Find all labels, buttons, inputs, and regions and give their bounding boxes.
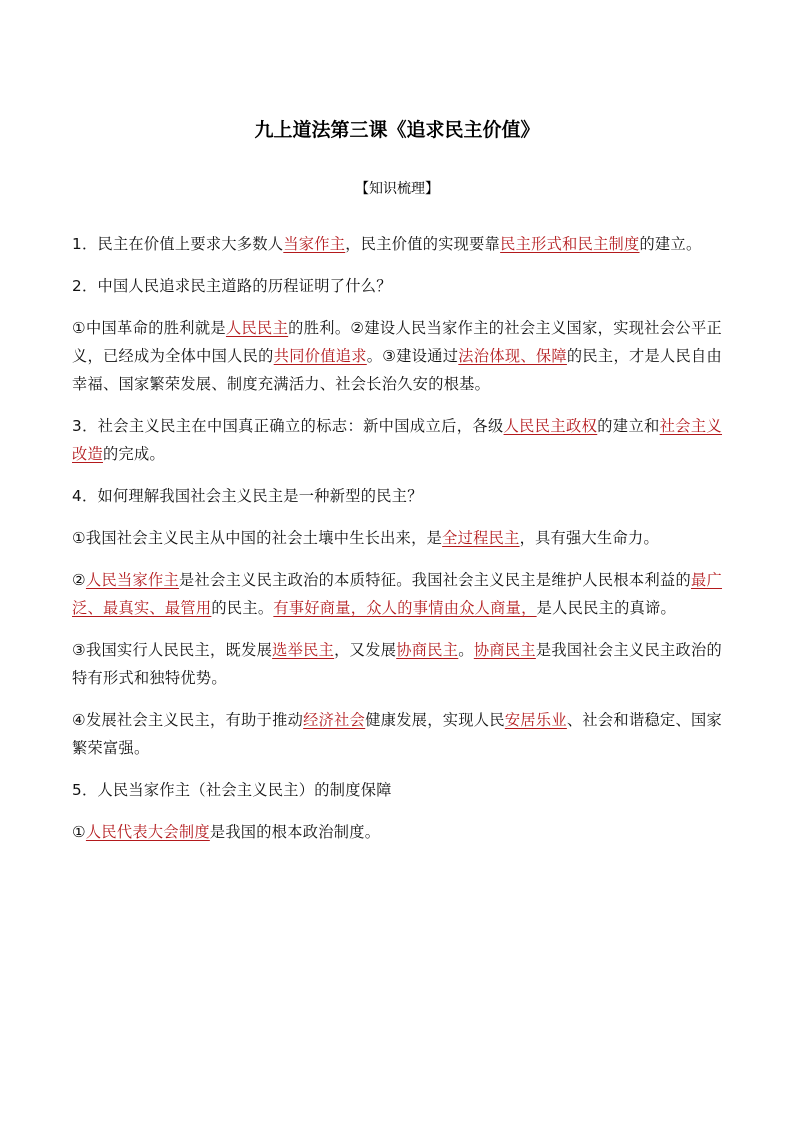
key-term: 社会主义改造 <box>72 417 723 463</box>
key-term: 最广泛、最真实、最管用 <box>72 571 723 617</box>
text-segment: 1．民主在价值上要求大多数人 <box>72 235 284 253</box>
text-segment: ④发展社会主义民主，有助于推动 <box>72 711 304 729</box>
key-term: 协商民主 <box>396 641 459 659</box>
key-term: 安居乐业 <box>504 711 567 729</box>
paragraph <box>72 566 722 622</box>
text-segment: 健康发展，实现人民 <box>365 711 505 729</box>
key-term: 全过程民主 <box>442 529 520 547</box>
text-segment: 5．人民当家作主（社会主义民主）的制度保障 <box>72 781 392 799</box>
text-segment: 的民主。 <box>211 599 274 617</box>
document-body <box>72 230 722 860</box>
key-term: 选举民主 <box>272 641 335 659</box>
text-segment: 的建立。 <box>639 235 702 253</box>
text-segment: 4．如何理解我国社会主义民主是一种新型的民主？ <box>72 487 423 505</box>
text-segment: ①我国社会主义民主从中国的社会土壤中生长出来，是 <box>72 529 443 547</box>
key-term: 共同价值追求 <box>273 347 367 365</box>
key-term: 人民当家作主 <box>85 571 180 589</box>
key-term: 人民民主 <box>225 319 289 337</box>
key-term: 协商民主 <box>473 641 536 659</box>
text-segment: 的建立和 <box>597 417 660 435</box>
text-segment: 是人民民主的真谛。 <box>536 599 677 617</box>
key-term: 经济社会 <box>303 711 366 729</box>
text-segment: 3．社会主义民主在中国真正确立的标志：新中国成立后，各级 <box>72 417 504 435</box>
paragraph <box>72 314 722 398</box>
text-segment: ，具有强大生命力。 <box>519 529 659 547</box>
section-heading: 【知识梳理】 <box>355 181 439 197</box>
paragraph <box>72 482 722 510</box>
text-segment: 2．中国人民追求民主道路的历程证明了什么？ <box>72 277 392 295</box>
text-segment: ② <box>72 571 86 589</box>
key-term: 当家作主 <box>283 235 346 253</box>
paragraph <box>72 230 722 258</box>
text-segment: ① <box>72 823 86 841</box>
text-segment: 是我国社会主义民主政治的特有形式和独特优势。 <box>72 641 723 687</box>
key-term: 法治体现、保障 <box>458 347 567 365</box>
paragraph <box>72 412 722 468</box>
text-segment: ，又发展 <box>334 641 397 659</box>
paragraph <box>72 636 722 692</box>
text-segment: 的民主，才是人民自由幸福、国家繁荣发展、制度充满活力、社会长治久安的根基。 <box>72 347 723 393</box>
text-segment: ①中国革命的胜利就是 <box>72 319 226 337</box>
text-segment: 。 <box>458 641 474 659</box>
paragraph <box>72 706 722 762</box>
text-segment: 。③建设通过 <box>366 347 459 365</box>
paragraph <box>72 524 722 552</box>
key-term: 民主形式和民主制度 <box>500 235 640 253</box>
text-segment: 的胜利。②建设人民当家作主的社会主义国家，实现社会公平正义，已经成为全体中国人民的 <box>72 319 722 365</box>
paragraph <box>72 818 722 846</box>
text-segment: 是我国的根本政治制度。 <box>209 823 381 841</box>
key-term: 人民民主政权 <box>503 417 598 435</box>
text-segment: 是社会主义民主政治的本质特征。我国社会主义民主是维护人民根本利益的 <box>179 571 691 589</box>
key-term: 有事好商量，众人的事情由众人商量， <box>273 599 537 617</box>
paragraph <box>72 776 722 804</box>
page-title: 九上道法第三课《追求民主价值》 <box>254 119 540 141</box>
text-segment: ，民主价值的实现要靠 <box>345 235 501 253</box>
text-segment: ③我国实行人民民主，既发展 <box>72 641 273 659</box>
paragraph <box>72 272 722 300</box>
key-term: 人民代表大会制度 <box>85 823 210 841</box>
text-segment: 的完成。 <box>102 445 165 463</box>
text-segment: 、社会和谐稳定、国家繁荣富强。 <box>72 711 723 757</box>
